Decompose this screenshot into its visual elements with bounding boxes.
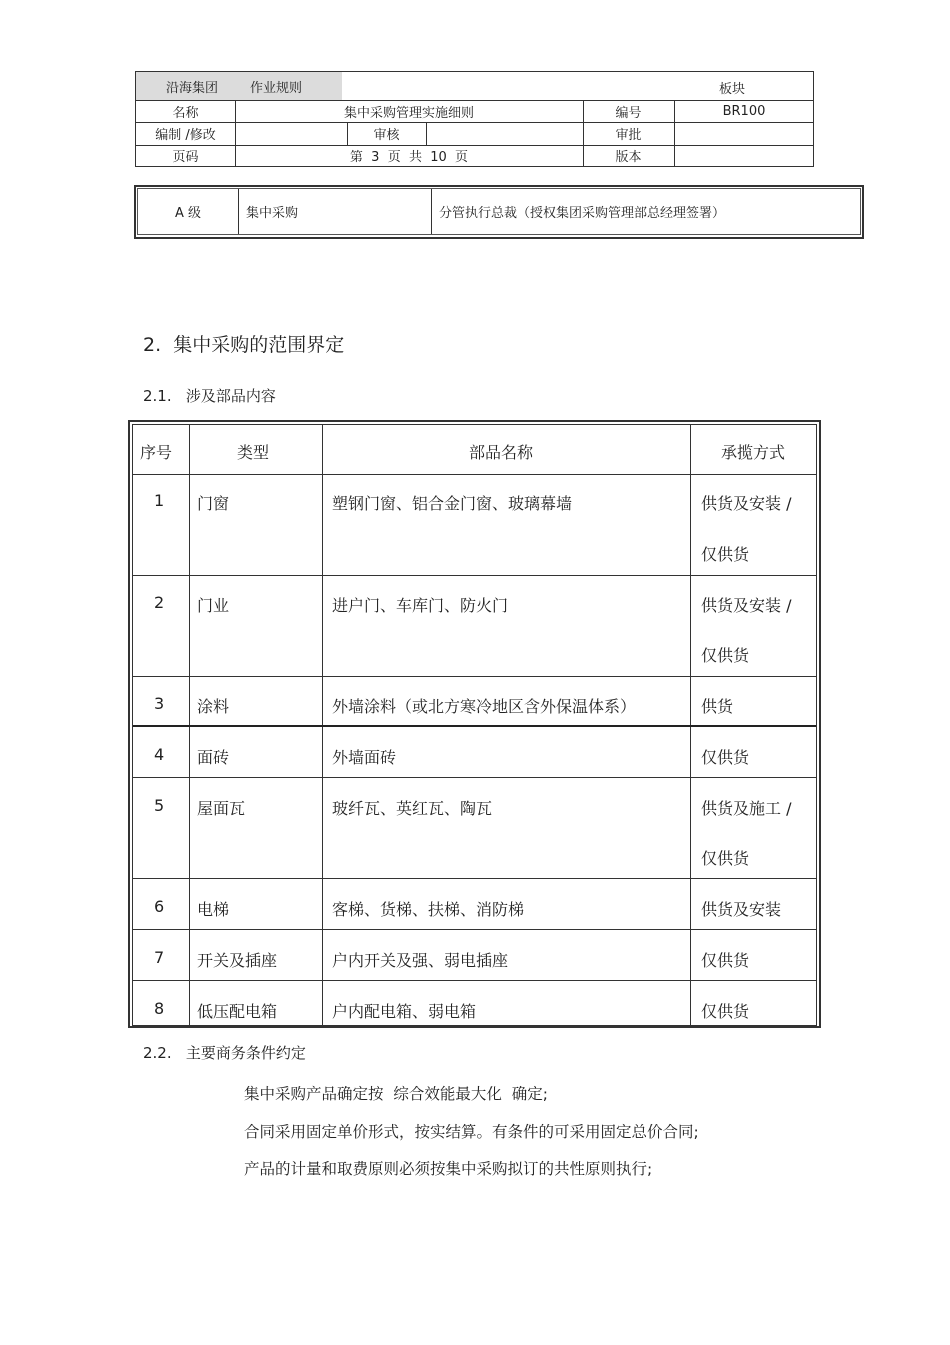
- company-name: 沿海集团: [166, 80, 219, 96]
- section-2-2-heading: 2.2. 主要商务条件约定: [143, 1044, 306, 1062]
- paragraph-1: 集中采购产品确定按 综合效能最大化 确定;: [244, 1085, 548, 1103]
- page-label: 页码: [172, 150, 199, 165]
- page-value: 第 3 页 共 10 页: [349, 150, 469, 165]
- name-value: 集中采购管理实施细则: [343, 105, 474, 121]
- row-1-mode-line2: 仅供货: [701, 545, 750, 564]
- header-title-cell: [136, 72, 342, 100]
- section-label: 板块: [718, 82, 745, 97]
- row-1-type: 门窗: [197, 494, 230, 513]
- col-header-type: 类型: [237, 443, 270, 462]
- code-label: 编号: [615, 105, 642, 121]
- row-8-mode: 仅供货: [701, 1002, 750, 1021]
- paragraph-3: 产品的计量和取费原则必须按集中采购拟订的共性原则执行;: [244, 1160, 653, 1178]
- row-7-type: 开关及插座: [197, 951, 278, 970]
- row-2-type: 门业: [197, 596, 230, 615]
- components-table: [128, 420, 821, 1028]
- approve-label: 审批: [615, 128, 642, 143]
- row-7-name: 户内开关及强、弱电插座: [332, 951, 509, 970]
- row-3-no: 3: [154, 694, 165, 713]
- section-2-heading: 2. 集中采购的范围界定: [143, 334, 345, 356]
- level-approver-cell: 分管执行总裁（授权集团采购管理部总经理签署）: [439, 206, 726, 221]
- version-label: 版本: [615, 150, 642, 165]
- row-1-mode-line1: 供货及安装 /: [701, 494, 792, 513]
- row-7-mode: 仅供货: [701, 951, 750, 970]
- row-1-no: 1: [154, 491, 165, 510]
- row-3-type: 涂料: [197, 697, 230, 716]
- row-6-name: 客梯、货梯、扶梯、消防梯: [332, 900, 525, 919]
- row-1-name: 塑钢门窗、铝合金门窗、玻璃幕墙: [332, 494, 573, 513]
- code-value: BR100: [722, 103, 766, 119]
- name-label: 名称: [172, 105, 199, 121]
- doc-type: 作业规则: [250, 80, 303, 96]
- row-6-mode: 供货及安装: [701, 900, 782, 919]
- row-8-no: 8: [154, 999, 165, 1018]
- row-2-mode-line2: 仅供货: [701, 646, 750, 665]
- row-4-no: 4: [154, 745, 165, 764]
- row-5-type: 屋面瓦: [197, 799, 246, 818]
- row-4-type: 面砖: [197, 748, 230, 767]
- row-5-mode-line1: 供货及施工 /: [701, 799, 792, 818]
- paragraph-2: 合同采用固定单价形式，按实结算。有条件的可采用固定总价合同;: [244, 1123, 699, 1141]
- col-header-no: 序号: [140, 443, 173, 462]
- row-4-mode: 仅供货: [701, 748, 750, 767]
- row-5-mode-line2: 仅供货: [701, 849, 750, 868]
- header-row-3: [136, 122, 813, 146]
- document-header: [135, 71, 814, 167]
- row-8-type: 低压配电箱: [197, 1002, 278, 1021]
- approval-level-row: [134, 185, 864, 239]
- row-2-name: 进户门、车库门、防火门: [332, 596, 509, 615]
- row-5-no: 5: [154, 796, 165, 815]
- row-6-type: 电梯: [197, 900, 230, 919]
- row-7-no: 7: [154, 948, 165, 967]
- level-type-cell: 集中采购: [246, 206, 299, 221]
- col-header-name: 部品名称: [469, 443, 534, 462]
- row-3-name: 外墙涂料（或北方寒冷地区含外保温体系）: [332, 697, 637, 716]
- row-6-no: 6: [154, 897, 165, 916]
- review-label: 审核: [373, 128, 400, 143]
- row-2-mode-line1: 供货及安装 /: [701, 596, 792, 615]
- header-row-1: [136, 72, 813, 101]
- header-row-4: [136, 145, 813, 166]
- author-label: 编制 /修改: [155, 128, 216, 143]
- col-header-mode: 承揽方式: [721, 443, 786, 462]
- row-4-name: 外墙面砖: [332, 748, 397, 767]
- row-2-no: 2: [154, 593, 165, 612]
- row-8-name: 户内配电箱、弱电箱: [332, 1002, 477, 1021]
- section-2-1-heading: 2.1. 涉及部品内容: [143, 387, 276, 405]
- row-5-name: 玻纤瓦、英红瓦、陶瓦: [332, 799, 493, 818]
- row-3-mode: 供货: [701, 697, 734, 716]
- level-cell: A 级: [174, 206, 202, 221]
- header-row-2: [136, 100, 813, 123]
